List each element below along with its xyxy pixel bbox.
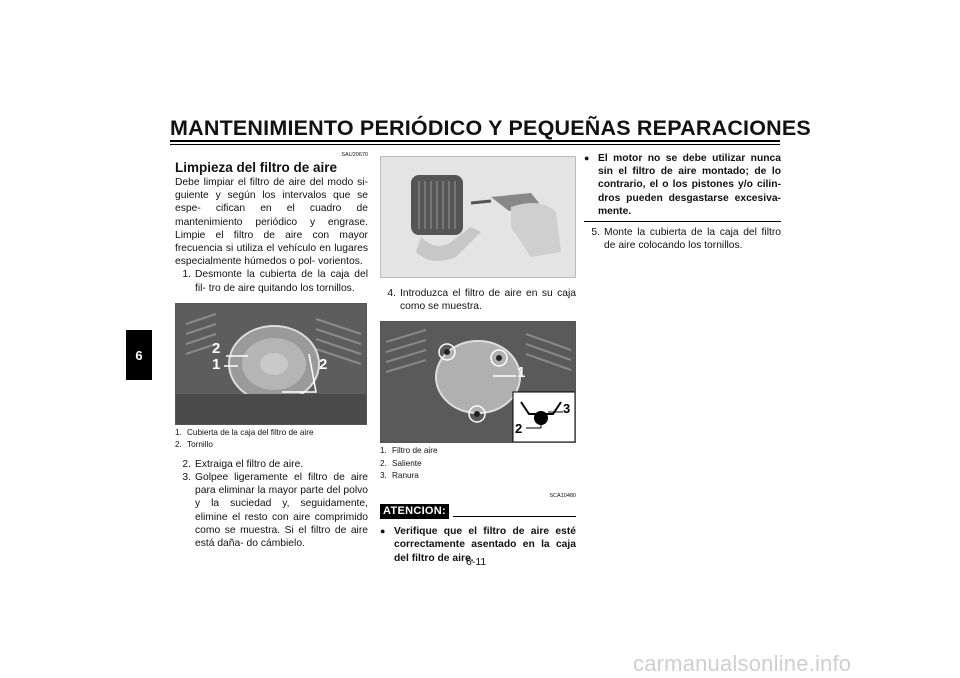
caution-code: SCA10480	[549, 492, 576, 499]
caution-label: ATENCION:	[380, 504, 449, 519]
step-4: 4. Introduzca el filtro de aire en su caja como se muestra.	[387, 288, 576, 313]
page-number: 6-11	[466, 556, 487, 568]
step-number: 1.	[182, 269, 191, 281]
intro-paragraph: Debe limpiar el filtro de aire del modo si- guiente y según los intervalos que se espe- cifican en el cuadro de mantenimiento periódico y engrase. Limpie el filtro de aire con mayor frecuencia si utiliza el vehículo en lugares especialmente húmedos o pol- vorientos.	[175, 177, 368, 268]
engine-cover-photo	[175, 303, 367, 425]
chapter-tab: 6	[126, 330, 152, 380]
column-1	[175, 152, 368, 550]
photo-caption: 1. Filtro de aire 2. Saliente 3. Ranura	[380, 446, 438, 481]
photo-label: 2	[212, 339, 221, 357]
column-3	[584, 152, 781, 252]
title-rule-thin	[170, 144, 780, 145]
photo-label: 2	[319, 355, 328, 373]
title-rule	[170, 140, 780, 142]
caution-end-rule	[584, 221, 781, 222]
column-2	[380, 152, 576, 565]
photo-label: 1	[517, 364, 526, 382]
photo-label: 2	[515, 421, 523, 437]
air-filter-box-photo	[380, 321, 576, 443]
step-3: 3. Golpee ligeramente el filtro de aire para eliminar la mayor parte del polvo y la suciedad y, seguidamente, elimine el resto con aire comprimido como se muestra. Si el filtro de aire está daña- do cámbielo.	[182, 472, 368, 550]
step-5: 5. Monte la cubierta de la caja del filtro de aire colocando los tornillos.	[591, 227, 781, 252]
watermark: carmanualsonline.info	[633, 651, 852, 676]
page-title: MANTENIMIENTO PERIÓDICO Y PEQUEÑAS REPARACIONES	[170, 116, 811, 140]
photo-label: 1	[212, 355, 221, 373]
section-code: SAU20670	[341, 152, 368, 158]
caution-bullet: ● El motor no se debe utilizar nunca sin el filtro de aire montado; de lo contrario, el o los pistones y/o cilin- dros pueden desgastarse excesiva- mente.	[584, 153, 781, 217]
section-heading: Limpieza del filtro de aire	[175, 160, 338, 175]
step-text: Desmonte la cubierta de la caja del fil- tro de aire quitando los tornillos.	[195, 269, 368, 294]
step-2: 2. Extraiga el filtro de aire.	[182, 458, 304, 470]
step-1	[175, 268, 368, 294]
caution-bullet: ● Verifique que el filtro de aire esté correctamente asentado en la caja del filtro de aire.	[380, 526, 576, 564]
caution-header	[380, 504, 576, 519]
photo-label: 3	[563, 401, 571, 417]
air-gun-photo	[380, 156, 576, 278]
photo-caption: 1. Cubierta de la caja del filtro de aire 2. Tornillo	[175, 427, 314, 450]
